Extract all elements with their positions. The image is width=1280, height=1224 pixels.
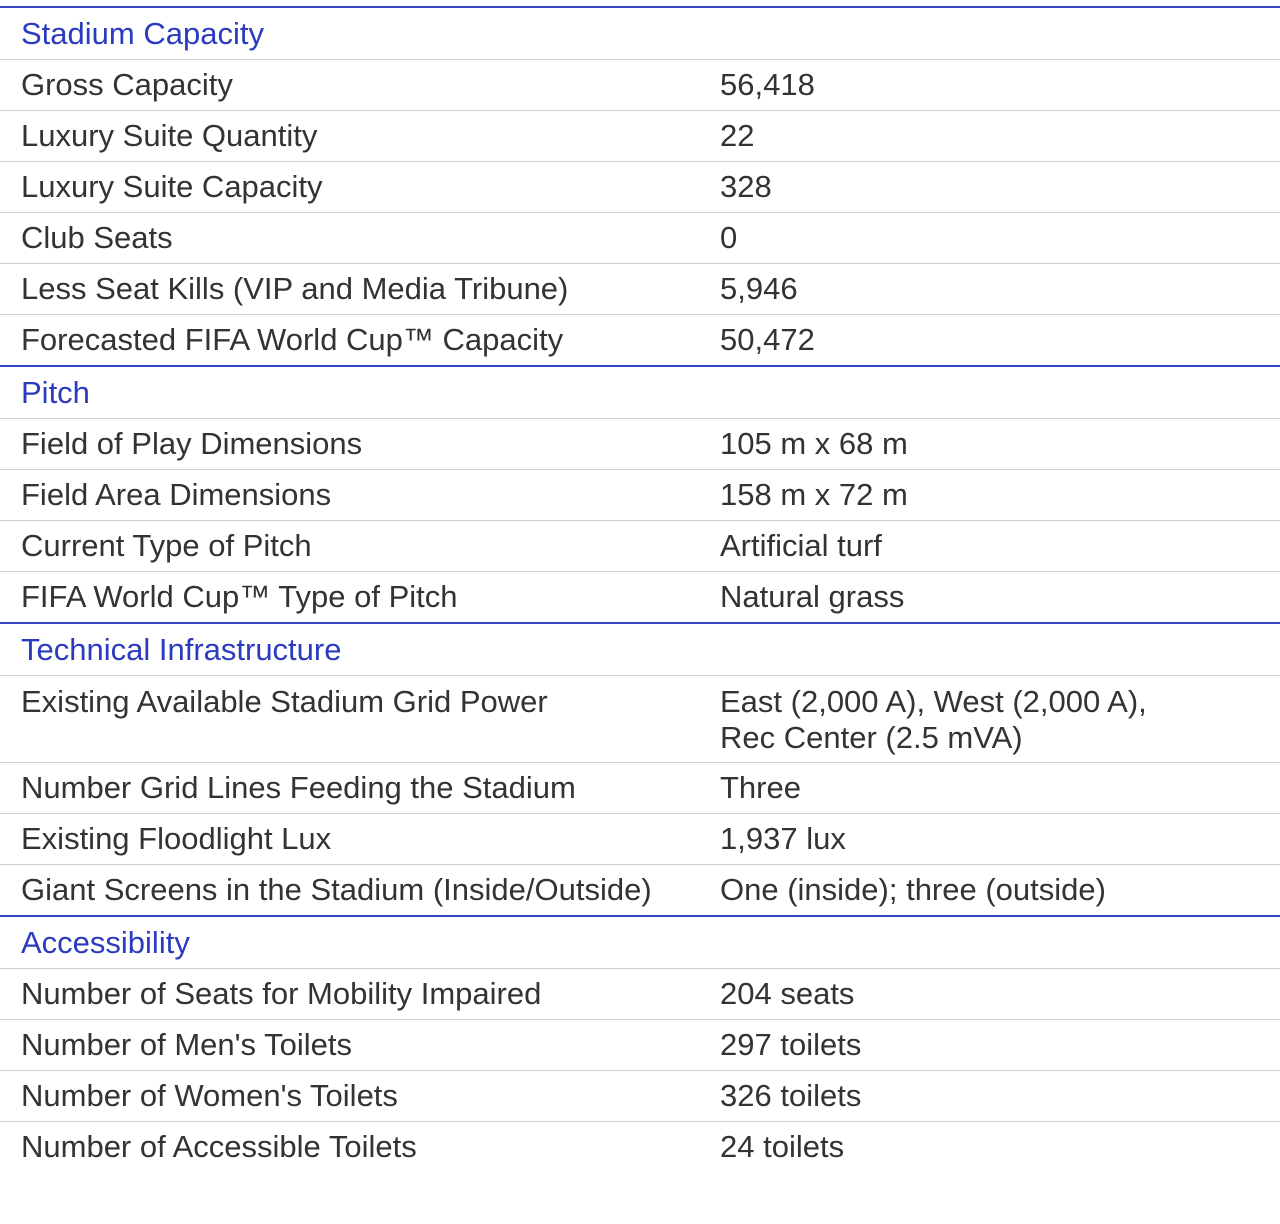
row-label: Number of Seats for Mobility Impaired <box>21 976 542 1011</box>
row-value: 105 m x 68 m <box>720 426 908 461</box>
row-value: 1,937 lux <box>720 821 846 856</box>
table-row <box>0 161 1280 212</box>
table-row <box>0 314 1280 365</box>
row-value: 56,418 <box>720 67 815 102</box>
table-row <box>0 762 1280 813</box>
row-value: 24 toilets <box>720 1129 845 1164</box>
table-row <box>0 968 1280 1019</box>
row-label: Field Area Dimensions <box>21 477 332 512</box>
row-label: Field of Play Dimensions <box>21 426 363 461</box>
section-header-accessibility: Accessibility <box>0 915 1280 968</box>
table-row <box>0 864 1280 915</box>
row-value: Three <box>720 770 801 805</box>
row-label: Gross Capacity <box>21 67 233 102</box>
row-label: Number of Men's Toilets <box>21 1027 352 1062</box>
table-row <box>0 1070 1280 1121</box>
row-value: 297 toilets <box>720 1027 862 1062</box>
row-value: 158 m x 72 m <box>720 477 908 512</box>
row-label: Club Seats <box>21 220 173 255</box>
row-value: 328 <box>720 169 772 204</box>
table-row <box>0 59 1280 110</box>
row-label: Forecasted FIFA World Cup™ Capacity <box>21 322 564 357</box>
row-label: Giant Screens in the Stadium (Inside/Outside) <box>21 872 652 907</box>
row-label: Less Seat Kills (VIP and Media Tribune) <box>21 271 569 306</box>
section-header-pitch: Pitch <box>0 365 1280 418</box>
row-label: Existing Floodlight Lux <box>21 821 332 856</box>
section-header-technical-infrastructure: Technical Infrastructure <box>0 622 1280 675</box>
row-value: East (2,000 A), West (2,000 A), Rec Center (2.5 mVA) <box>720 684 1147 755</box>
row-label: Current Type of Pitch <box>21 528 312 563</box>
stadium-specs-table <box>0 6 1280 1172</box>
row-label: Existing Available Stadium Grid Power <box>21 684 548 719</box>
table-row <box>0 675 1280 762</box>
table-row <box>0 1121 1280 1172</box>
table-row <box>0 418 1280 469</box>
table-row <box>0 110 1280 161</box>
table-row <box>0 212 1280 263</box>
row-value: Natural grass <box>720 579 905 614</box>
row-value: 0 <box>720 220 738 255</box>
row-label: FIFA World Cup™ Type of Pitch <box>21 579 458 614</box>
row-label: Number of Accessible Toilets <box>21 1129 417 1164</box>
row-value: 50,472 <box>720 322 815 357</box>
row-value: Artificial turf <box>720 528 882 563</box>
row-value: 22 <box>720 118 755 153</box>
table-row <box>0 1019 1280 1070</box>
row-label: Luxury Suite Quantity <box>21 118 318 153</box>
row-value: 326 toilets <box>720 1078 862 1113</box>
table-row <box>0 263 1280 314</box>
table-row <box>0 469 1280 520</box>
row-label: Number Grid Lines Feeding the Stadium <box>21 770 576 805</box>
table-row <box>0 813 1280 864</box>
row-label: Number of Women's Toilets <box>21 1078 398 1113</box>
row-value: 5,946 <box>720 271 798 306</box>
section-header-stadium-capacity: Stadium Capacity <box>0 6 1280 59</box>
row-value: 204 seats <box>720 976 855 1011</box>
row-value: One (inside); three (outside) <box>720 872 1106 907</box>
table-row <box>0 571 1280 622</box>
row-label: Luxury Suite Capacity <box>21 169 323 204</box>
table-row <box>0 520 1280 571</box>
